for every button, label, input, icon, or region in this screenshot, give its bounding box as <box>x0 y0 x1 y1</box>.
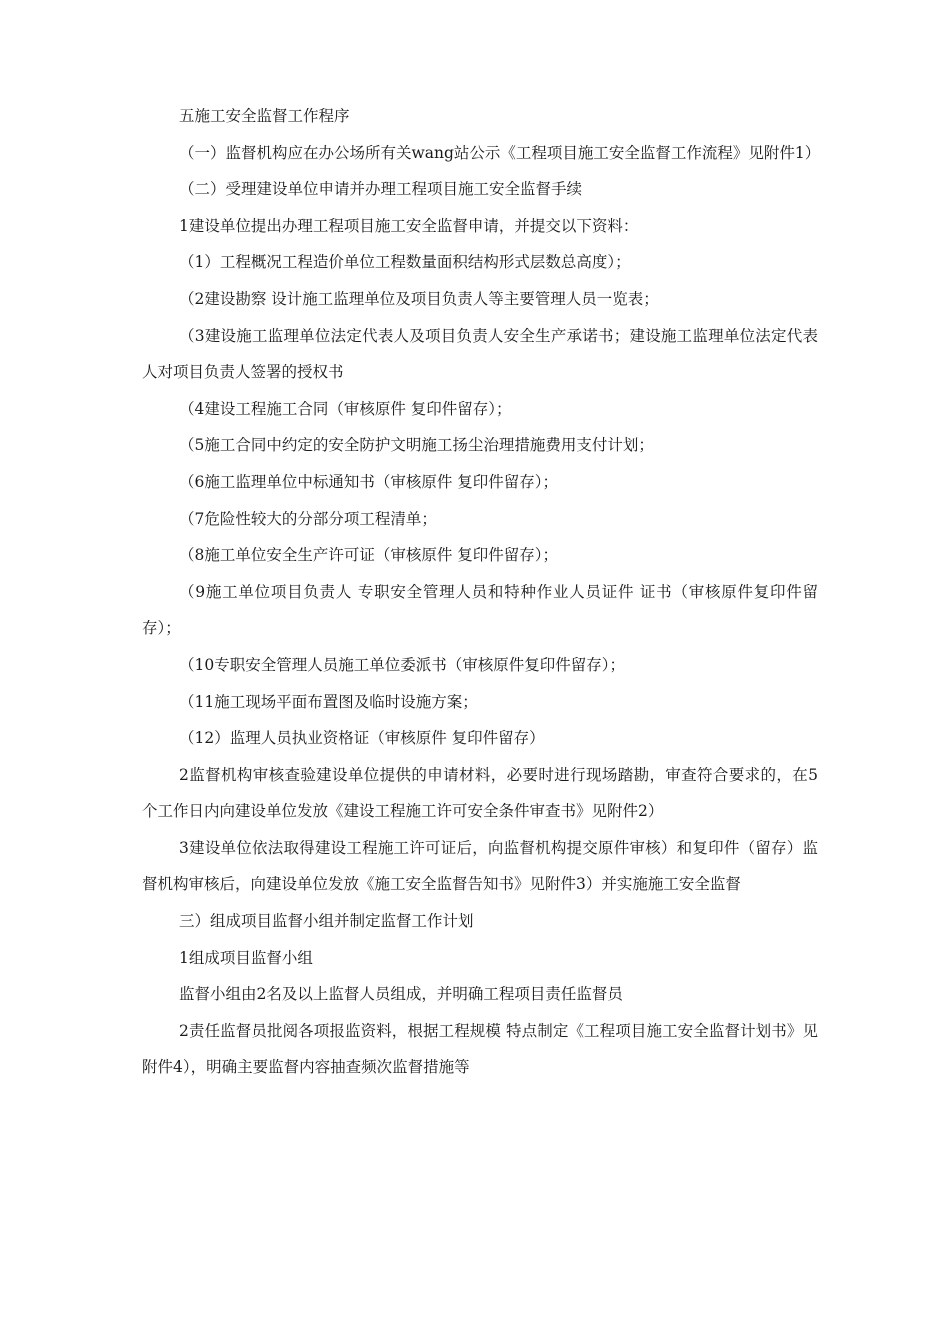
list-item: （1）工程概况工程造价单位工程数量面积结构形式层数总高度）； <box>179 253 631 272</box>
section-heading: 五施工安全监督工作程序 <box>179 107 350 125</box>
list-item: （3建设施工监理单位法定代表人及项目负责人安全生产承诺书；建设施工监理单位法定代表人对项目负责人签署的授权书 <box>142 326 818 382</box>
list-item: （4建设工程施工合同（审核原件 复印件留存）； <box>179 399 512 418</box>
list-item: （9施工单位项目负责人 专职安全管理人员和特种作业人员证件 证书（审核原件复印件留存）； <box>142 582 818 638</box>
paragraph: 监督小组由2名及以上监督人员组成，并明确工程项目责任监督员 <box>179 985 623 1004</box>
list-item: （2建设勘察 设计施工监理单位及项目负责人等主要管理人员一览表； <box>179 289 659 308</box>
paragraph: （一）监督机构应在办公场所有关wang站公示《工程项目施工安全监督工作流程》见附件1） <box>179 143 821 162</box>
list-item: （11施工现场平面布置图及临时设施方案； <box>179 692 478 711</box>
list-item: （6施工监理单位中标通知书（审核原件 复印件留存）； <box>179 472 559 491</box>
paragraph: 2责任监督员批阅各项报监资料，根据工程规模 特点制定《工程项目施工安全监督计划书》见附件4），明确主要监督内容抽查频次监督措施等 <box>142 1021 818 1077</box>
list-item: （7危险性较大的分部分项工程清单； <box>179 509 437 528</box>
paragraph: 3建设单位依法取得建设工程施工许可证后，向监督机构提交原件审核）和复印件（留存）监督机构审核后，向建设单位发放《施工安全监督告知书》见附件3）并实施施工安全监督 <box>142 838 818 894</box>
document-body <box>142 98 821 1086</box>
list-item: （12）监理人员执业资格证（审核原件 复印件留存） <box>179 729 545 748</box>
paragraph: 2监督机构审核查验建设单位提供的申请材料，必要时进行现场踏勘，审查符合要求的，在5个工作日内向建设单位发放《建设工程施工许可安全条件审查书》见附件2） <box>142 765 818 821</box>
paragraph: 1建设单位提出办理工程项目施工安全监督申请，并提交以下资料： <box>179 216 639 235</box>
list-item: （10专职安全管理人员施工单位委派书（审核原件复印件留存）； <box>179 655 625 674</box>
paragraph: 1组成项目监督小组 <box>179 948 313 967</box>
section-heading: 三）组成项目监督小组并制定监督工作计划 <box>179 912 474 931</box>
paragraph: （二）受理建设单位申请并办理工程项目施工安全监督手续 <box>179 180 583 199</box>
list-item: （8施工单位安全生产许可证（审核原件 复印件留存）； <box>179 546 559 565</box>
list-item: （5施工合同中约定的安全防护文明施工扬尘治理措施费用支付计划； <box>179 436 654 455</box>
